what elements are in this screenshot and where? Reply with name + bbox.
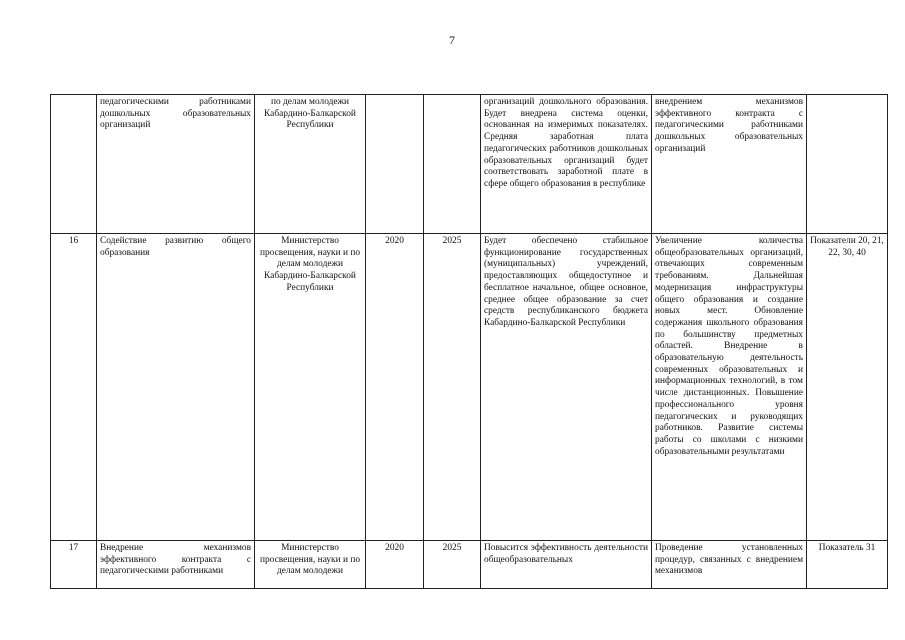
executor-cell: по делам молодежи Кабардино-Балкарской Республики — [255, 95, 366, 234]
measures-table — [50, 94, 888, 589]
result-text: Повысится эффективность деятельности общеобразовательных — [484, 543, 648, 565]
end-year-cell — [424, 95, 481, 234]
start-year-cell — [366, 95, 424, 234]
indicators-cell: Показатели 20, 21, 22, 30, 40 — [807, 234, 888, 541]
consequence-cell: Увеличение количества общеобразовательных организаций, отвечающих современным требованиям. Дальнейшая модернизация инфраструктуры общего образования и создание новых мест. Обновление содержания школьного образования по большинству предметных областей. Внедрение в образовательную деятельность современных образовательных и информационных технологий, в том числе дистанционных. Повышение профессионального уровня педагогических и руководящих работников. Развитие системы работы со школами с низкими образовательными результатами — [652, 234, 807, 541]
page-number: 7 — [449, 33, 455, 47]
end-year-cell: 2025 — [424, 234, 481, 541]
consequence-text: Проведение установленных процедур, связанных с внедрением механизмов — [655, 543, 803, 577]
executor-cell — [255, 541, 366, 589]
consequence-cell — [652, 541, 807, 589]
activity-text: Внедрение механизмов эффективного контракта с педагогическими работниками — [100, 543, 251, 577]
activity-cell: педагогическими работниками дошкольных образовательных организаций — [97, 95, 255, 234]
end-year-cell: 2025 — [424, 541, 481, 589]
consequence-cell: внедрением механизмов эффективного контракта с педагогическими работниками дошкольных образовательных организаций — [652, 95, 807, 234]
start-year-cell: 2020 — [366, 234, 424, 541]
activity-cell — [97, 541, 255, 589]
row-number — [51, 95, 97, 234]
start-year-cell: 2020 — [366, 541, 424, 589]
indicators-cell — [807, 95, 888, 234]
activity-cell: Содействие развитию общего образования — [97, 234, 255, 541]
executor-cell: Министерство просвещения, науки и по делам молодежи Кабардино-Балкарской Республики — [255, 234, 366, 541]
table-row — [51, 234, 888, 541]
indicators-cell: Показатель 31 — [807, 541, 888, 589]
table-row — [51, 541, 888, 589]
row-number: 16 — [51, 234, 97, 541]
result-cell: Будет обеспечено стабильное функционирование государственных (муниципальных) учреждений, предоставляющих общедоступное и бесплатное начальное, общее основное, среднее общее образование за счет средств республиканского бюджета Кабардино-Балкарской Республики — [481, 234, 652, 541]
executor-text: Министерство просвещения, науки и по делам молодежи — [259, 543, 361, 577]
table-row — [51, 95, 888, 234]
result-cell: организаций дошкольного образования. Будет внедрена система оценки, основанная на измеримых показателях. Средняя заработная плата педагогических работников дошкольных образовательных организаций будет соответствовать заработной плате в сфере общего образования в республике — [481, 95, 652, 234]
row-number: 17 — [51, 541, 97, 589]
result-cell — [481, 541, 652, 589]
